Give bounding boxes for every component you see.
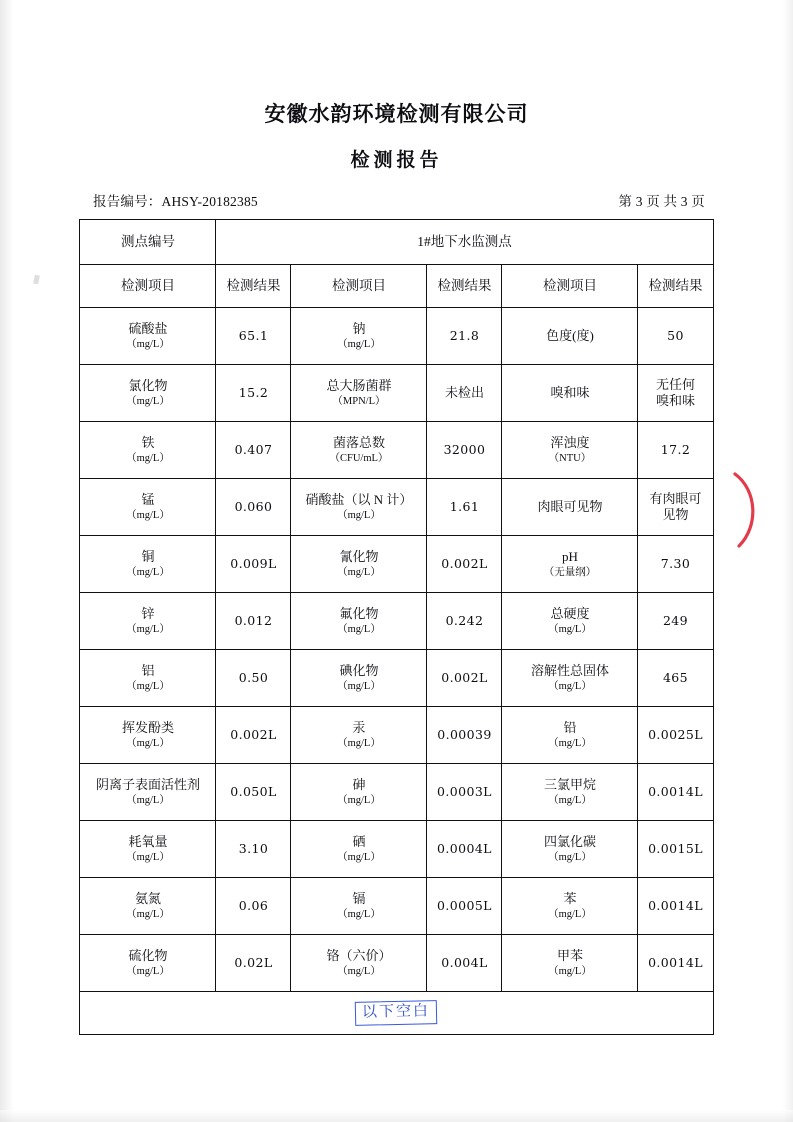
parameter-name: 锰 xyxy=(141,491,155,507)
table-row xyxy=(80,422,713,479)
monitoring-point-value: 1#地下水监测点 xyxy=(216,220,713,265)
parameter-name: 硫化物 xyxy=(128,947,168,963)
parameter-unit: （mg/L） xyxy=(548,795,592,807)
parameter-cell-3 xyxy=(502,821,638,878)
parameter-name: 铁 xyxy=(141,434,155,450)
parameter-name: 肉眼可见物 xyxy=(537,498,603,514)
parameter-cell-3 xyxy=(502,479,638,536)
parameter-name: 铅 xyxy=(563,719,577,735)
table-row xyxy=(80,878,713,935)
result-cell-1: 0.002L xyxy=(216,707,291,764)
parameter-unit: （CFU/mL） xyxy=(329,453,389,465)
parameter-name: 砷 xyxy=(352,776,366,792)
result-cell-2: 0.00039 xyxy=(427,707,502,764)
parameter-name: 铜 xyxy=(141,548,155,564)
result-cell-3: 465 xyxy=(638,650,713,707)
parameter-cell-2 xyxy=(291,764,427,821)
parameter-name: 苯 xyxy=(563,890,577,906)
parameter-cell-2 xyxy=(291,308,427,365)
result-cell-1: 0.06 xyxy=(216,878,291,935)
parameter-unit: （mg/L） xyxy=(548,909,592,921)
table-row xyxy=(80,308,713,365)
table-row xyxy=(80,935,713,992)
parameter-cell-3 xyxy=(502,365,638,422)
result-cell-1: 0.009L xyxy=(216,536,291,593)
parameter-unit: （mg/L） xyxy=(337,738,381,750)
parameter-cell-1 xyxy=(80,479,216,536)
parameter-unit: （mg/L） xyxy=(126,339,170,351)
monitoring-point-row xyxy=(80,220,713,265)
table-row xyxy=(80,365,713,422)
parameter-name: 氟化物 xyxy=(339,605,379,621)
parameter-unit: （mg/L） xyxy=(548,738,592,750)
result-cell-1: 65.1 xyxy=(216,308,291,365)
parameter-unit: （mg/L） xyxy=(548,624,592,636)
parameter-cell-1 xyxy=(80,422,216,479)
parameter-name: pH xyxy=(562,548,578,564)
result-cell-1: 0.060 xyxy=(216,479,291,536)
parameter-cell-2 xyxy=(291,650,427,707)
parameter-cell-2 xyxy=(291,878,427,935)
company-title: 安徽水韵环境检测有限公司 xyxy=(264,101,529,126)
report-number: 报告编号：AHSY-20182385 xyxy=(93,194,258,209)
parameter-name: 氰化物 xyxy=(339,548,379,564)
parameter-unit: （mg/L） xyxy=(337,567,381,579)
result-cell-1: 15.2 xyxy=(216,365,291,422)
parameter-cell-1 xyxy=(80,365,216,422)
parameter-cell-3 xyxy=(502,536,638,593)
parameter-unit: （mg/L） xyxy=(126,453,170,465)
result-cell-3: 0.0014L xyxy=(638,935,713,992)
result-cell-2: 0.0005L xyxy=(427,878,502,935)
parameter-unit: （mg/L） xyxy=(337,624,381,636)
parameter-cell-2 xyxy=(291,935,427,992)
parameter-name: 氨氮 xyxy=(134,890,161,906)
parameter-cell-1 xyxy=(80,650,216,707)
parameter-name: 耗氧量 xyxy=(128,833,168,849)
parameter-name: 甲苯 xyxy=(556,947,583,963)
parameter-cell-3 xyxy=(502,707,638,764)
column-header-5: 检测项目 xyxy=(502,265,638,308)
parameter-unit: （mg/L） xyxy=(548,966,592,978)
result-cell-3: 50 xyxy=(638,308,713,365)
parameter-unit: （mg/L） xyxy=(337,339,381,351)
result-cell-2: 未检出 xyxy=(427,365,502,422)
parameter-name: 硫酸盐 xyxy=(128,320,168,336)
table-row xyxy=(80,536,713,593)
parameter-unit: （mg/L） xyxy=(126,624,170,636)
result-cell-3: 无任何 嗅和味 xyxy=(638,365,713,422)
result-cell-2: 32000 xyxy=(427,422,502,479)
parameter-cell-1 xyxy=(80,821,216,878)
result-cell-2: 1.61 xyxy=(427,479,502,536)
results-table xyxy=(79,219,713,1035)
result-cell-1: 3.10 xyxy=(216,821,291,878)
parameter-unit: （mg/L） xyxy=(126,852,170,864)
result-cell-2: 0.242 xyxy=(427,593,502,650)
parameter-unit: （mg/L） xyxy=(126,909,170,921)
parameter-name: 锌 xyxy=(141,605,155,621)
parameter-cell-2 xyxy=(291,707,427,764)
result-cell-3: 0.0015L xyxy=(638,821,713,878)
scan-edge-bottom xyxy=(0,1110,793,1122)
column-header-2: 检测结果 xyxy=(216,265,291,308)
result-cell-3: 0.0014L xyxy=(638,764,713,821)
table-header-row xyxy=(80,265,713,308)
parameter-cell-2 xyxy=(291,479,427,536)
report-meta xyxy=(0,190,793,210)
page-number: 第 3 页 共 3 页 xyxy=(618,194,705,209)
parameter-unit: （mg/L） xyxy=(337,795,381,807)
result-cell-3: 0.0025L xyxy=(638,707,713,764)
parameter-name: 四氯化碳 xyxy=(543,833,596,849)
parameter-name: 三氯甲烷 xyxy=(543,776,596,792)
parameter-name: 镉 xyxy=(352,890,366,906)
column-header-3: 检测项目 xyxy=(291,265,427,308)
parameter-name: 碘化物 xyxy=(339,662,379,678)
parameter-cell-2 xyxy=(291,593,427,650)
result-cell-3: 17.2 xyxy=(638,422,713,479)
parameter-unit: （mg/L） xyxy=(126,966,170,978)
parameter-cell-3 xyxy=(502,935,638,992)
parameter-cell-1 xyxy=(80,878,216,935)
parameter-name: 挥发酚类 xyxy=(121,719,174,735)
result-cell-1: 0.407 xyxy=(216,422,291,479)
parameter-name: 硒 xyxy=(352,833,366,849)
parameter-name: 总大肠菌群 xyxy=(326,377,392,393)
parameter-unit: （mg/L） xyxy=(126,510,170,522)
parameter-unit: （mg/L） xyxy=(126,795,170,807)
parameter-name: 色度(度) xyxy=(546,327,594,343)
result-cell-3: 7.30 xyxy=(638,536,713,593)
parameter-name: 阴离子表面活性剂 xyxy=(95,776,200,792)
result-cell-3: 249 xyxy=(638,593,713,650)
result-cell-2: 0.0003L xyxy=(427,764,502,821)
result-cell-1: 0.50 xyxy=(216,650,291,707)
monitoring-point-label: 测点编号 xyxy=(80,220,216,265)
parameter-unit: （NTU） xyxy=(548,453,592,465)
parameter-name: 铝 xyxy=(141,662,155,678)
parameter-unit: （mg/L） xyxy=(337,510,381,522)
parameter-cell-2 xyxy=(291,536,427,593)
table-row xyxy=(80,479,713,536)
blank-footer-row xyxy=(80,992,713,1035)
parameter-cell-3 xyxy=(502,422,638,479)
table-row xyxy=(80,650,713,707)
parameter-name: 铬（六价） xyxy=(326,947,392,963)
parameter-unit: （mg/L） xyxy=(548,681,592,693)
parameter-unit: （无量纲） xyxy=(543,567,597,579)
parameter-cell-3 xyxy=(502,878,638,935)
parameter-unit: （mg/L） xyxy=(126,681,170,693)
result-cell-2: 0.002L xyxy=(427,650,502,707)
parameter-name: 硝酸盐（以 N 计） xyxy=(305,491,413,507)
parameter-name: 氯化物 xyxy=(128,377,168,393)
blank-below-stamp: 以下空白 xyxy=(355,1000,437,1025)
parameter-unit: （MPN/L） xyxy=(332,396,386,408)
parameter-cell-2 xyxy=(291,821,427,878)
stamp-cell xyxy=(80,992,713,1035)
parameter-name: 浑浊度 xyxy=(550,434,590,450)
parameter-name: 总硬度 xyxy=(550,605,590,621)
stamp-wrapper xyxy=(355,1001,437,1025)
parameter-cell-3 xyxy=(502,308,638,365)
parameter-cell-1 xyxy=(80,935,216,992)
parameter-cell-1 xyxy=(80,707,216,764)
column-header-4: 检测结果 xyxy=(427,265,502,308)
parameter-cell-1 xyxy=(80,536,216,593)
parameter-unit: （mg/L） xyxy=(126,396,170,408)
column-header-6: 检测结果 xyxy=(638,265,713,308)
table-row xyxy=(80,764,713,821)
parameter-unit: （mg/L） xyxy=(337,852,381,864)
result-cell-3: 0.0014L xyxy=(638,878,713,935)
parameter-unit: （mg/L） xyxy=(126,567,170,579)
result-cell-3: 有肉眼可 见物 xyxy=(638,479,713,536)
parameter-unit: （mg/L） xyxy=(337,966,381,978)
parameter-unit: （mg/L） xyxy=(337,909,381,921)
parameter-name: 钠 xyxy=(352,320,366,336)
parameter-cell-3 xyxy=(502,764,638,821)
parameter-cell-3 xyxy=(502,593,638,650)
result-cell-1: 0.012 xyxy=(216,593,291,650)
table-row xyxy=(80,593,713,650)
result-cell-2: 21.8 xyxy=(427,308,502,365)
table-row xyxy=(80,707,713,764)
parameter-name: 嗅和味 xyxy=(550,384,590,400)
parameter-unit: （mg/L） xyxy=(126,738,170,750)
parameter-name: 溶解性总固体 xyxy=(530,662,609,678)
parameter-cell-1 xyxy=(80,764,216,821)
result-cell-2: 0.002L xyxy=(427,536,502,593)
parameter-cell-2 xyxy=(291,365,427,422)
result-cell-2: 0.0004L xyxy=(427,821,502,878)
table-row xyxy=(80,821,713,878)
parameter-cell-3 xyxy=(502,650,638,707)
column-header-1: 检测项目 xyxy=(80,265,216,308)
report-title: 检测报告 xyxy=(350,149,443,171)
parameter-name: 汞 xyxy=(352,719,366,735)
parameter-cell-2 xyxy=(291,422,427,479)
parameter-name: 菌落总数 xyxy=(332,434,385,450)
result-cell-2: 0.004L xyxy=(427,935,502,992)
parameter-cell-1 xyxy=(80,593,216,650)
result-cell-1: 0.02L xyxy=(216,935,291,992)
parameter-unit: （mg/L） xyxy=(337,681,381,693)
parameter-cell-1 xyxy=(80,308,216,365)
result-cell-1: 0.050L xyxy=(216,764,291,821)
parameter-unit: （mg/L） xyxy=(548,852,592,864)
